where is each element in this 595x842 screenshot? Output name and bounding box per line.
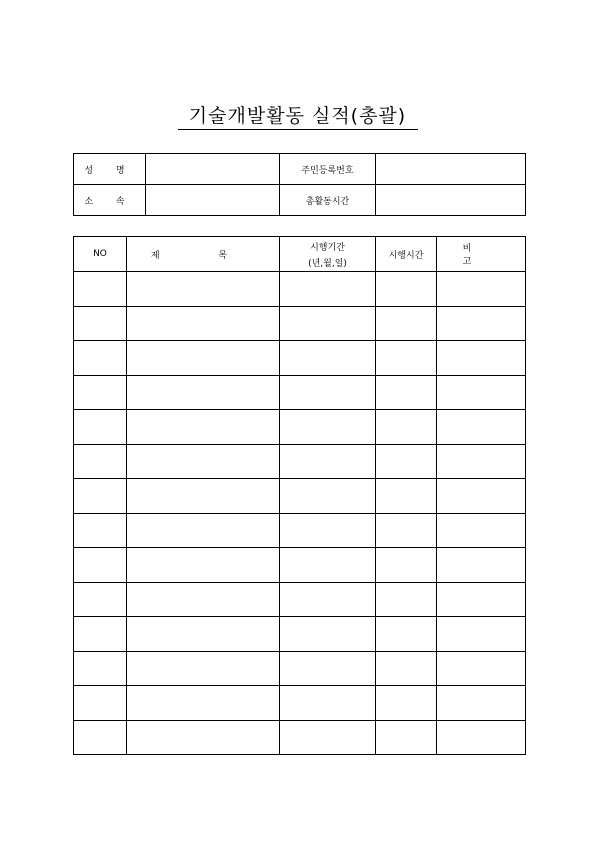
cell-hours[interactable] (376, 272, 437, 307)
table-row (74, 651, 526, 686)
cell-period[interactable] (280, 686, 376, 721)
records-header-row (74, 237, 526, 272)
cell-hours[interactable] (376, 306, 437, 341)
cell-remarks[interactable] (437, 720, 526, 755)
cell-remarks[interactable] (437, 513, 526, 548)
cell-subject[interactable] (127, 479, 280, 514)
cell-remarks[interactable] (437, 651, 526, 686)
cell-period[interactable] (280, 582, 376, 617)
cell-subject[interactable] (127, 375, 280, 410)
cell-remarks[interactable] (437, 686, 526, 721)
header-subject: 제 목 (127, 237, 280, 272)
table-row (74, 686, 526, 721)
affiliation-field[interactable] (146, 185, 280, 216)
table-row (74, 617, 526, 652)
cell-no[interactable] (74, 444, 127, 479)
total-hours-field[interactable] (376, 185, 526, 216)
cell-subject[interactable] (127, 444, 280, 479)
document-title: 기술개발활동 실적(총괄) (188, 105, 407, 127)
title-underline (178, 129, 418, 130)
header-period-line2: (년,월,일) (308, 258, 347, 269)
personal-info-table (73, 153, 526, 216)
cell-no[interactable] (74, 513, 127, 548)
cell-no[interactable] (74, 341, 127, 376)
cell-period[interactable] (280, 410, 376, 445)
cell-subject[interactable] (127, 582, 280, 617)
cell-remarks[interactable] (437, 410, 526, 445)
cell-remarks[interactable] (437, 617, 526, 652)
cell-no[interactable] (74, 375, 127, 410)
cell-subject[interactable] (127, 410, 280, 445)
cell-period[interactable] (280, 548, 376, 583)
cell-remarks[interactable] (437, 582, 526, 617)
cell-subject[interactable] (127, 513, 280, 548)
cell-hours[interactable] (376, 617, 437, 652)
table-row (74, 306, 526, 341)
cell-hours[interactable] (376, 410, 437, 445)
cell-no[interactable] (74, 548, 127, 583)
cell-period[interactable] (280, 375, 376, 410)
table-row (74, 444, 526, 479)
activity-records-table (73, 236, 526, 755)
cell-remarks[interactable] (437, 479, 526, 514)
header-no: NO (74, 237, 127, 272)
table-row (74, 720, 526, 755)
cell-period[interactable] (280, 479, 376, 514)
cell-subject[interactable] (127, 651, 280, 686)
table-row (74, 513, 526, 548)
cell-period[interactable] (280, 306, 376, 341)
table-row (74, 479, 526, 514)
cell-hours[interactable] (376, 548, 437, 583)
cell-hours[interactable] (376, 479, 437, 514)
table-row (74, 375, 526, 410)
affiliation-label: 소 속 (74, 185, 146, 216)
cell-no[interactable] (74, 272, 127, 307)
cell-period[interactable] (280, 444, 376, 479)
cell-no[interactable] (74, 306, 127, 341)
cell-period[interactable] (280, 720, 376, 755)
cell-remarks[interactable] (437, 375, 526, 410)
cell-hours[interactable] (376, 651, 437, 686)
cell-period[interactable] (280, 617, 376, 652)
table-row (74, 582, 526, 617)
cell-subject[interactable] (127, 272, 280, 307)
cell-remarks[interactable] (437, 444, 526, 479)
header-period (280, 237, 376, 272)
info-row-name (74, 154, 526, 185)
cell-hours[interactable] (376, 444, 437, 479)
cell-subject[interactable] (127, 720, 280, 755)
cell-remarks[interactable] (437, 272, 526, 307)
cell-subject[interactable] (127, 617, 280, 652)
cell-subject[interactable] (127, 341, 280, 376)
cell-hours[interactable] (376, 720, 437, 755)
cell-subject[interactable] (127, 686, 280, 721)
cell-hours[interactable] (376, 513, 437, 548)
cell-no[interactable] (74, 720, 127, 755)
table-row (74, 410, 526, 445)
cell-period[interactable] (280, 341, 376, 376)
cell-no[interactable] (74, 651, 127, 686)
cell-period[interactable] (280, 651, 376, 686)
cell-hours[interactable] (376, 375, 437, 410)
resident-number-field[interactable] (376, 154, 526, 185)
resident-number-label: 주민등록번호 (280, 154, 376, 185)
cell-hours[interactable] (376, 341, 437, 376)
header-remarks: 비 고 (437, 237, 526, 272)
cell-hours[interactable] (376, 686, 437, 721)
cell-no[interactable] (74, 617, 127, 652)
cell-period[interactable] (280, 272, 376, 307)
table-row (74, 341, 526, 376)
table-row (74, 272, 526, 307)
cell-no[interactable] (74, 410, 127, 445)
cell-period[interactable] (280, 513, 376, 548)
cell-remarks[interactable] (437, 548, 526, 583)
cell-remarks[interactable] (437, 341, 526, 376)
name-label: 성 명 (74, 154, 146, 185)
table-row (74, 548, 526, 583)
cell-hours[interactable] (376, 582, 437, 617)
cell-remarks[interactable] (437, 306, 526, 341)
name-field[interactable] (146, 154, 280, 185)
header-hours: 시행시간 (376, 237, 437, 272)
total-hours-label: 총활동시간 (280, 185, 376, 216)
cell-subject[interactable] (127, 548, 280, 583)
cell-no[interactable] (74, 582, 127, 617)
info-row-affiliation (74, 185, 526, 216)
cell-no[interactable] (74, 686, 127, 721)
cell-subject[interactable] (127, 306, 280, 341)
cell-no[interactable] (74, 479, 127, 514)
header-period-line1: 시행기간 (310, 242, 345, 253)
